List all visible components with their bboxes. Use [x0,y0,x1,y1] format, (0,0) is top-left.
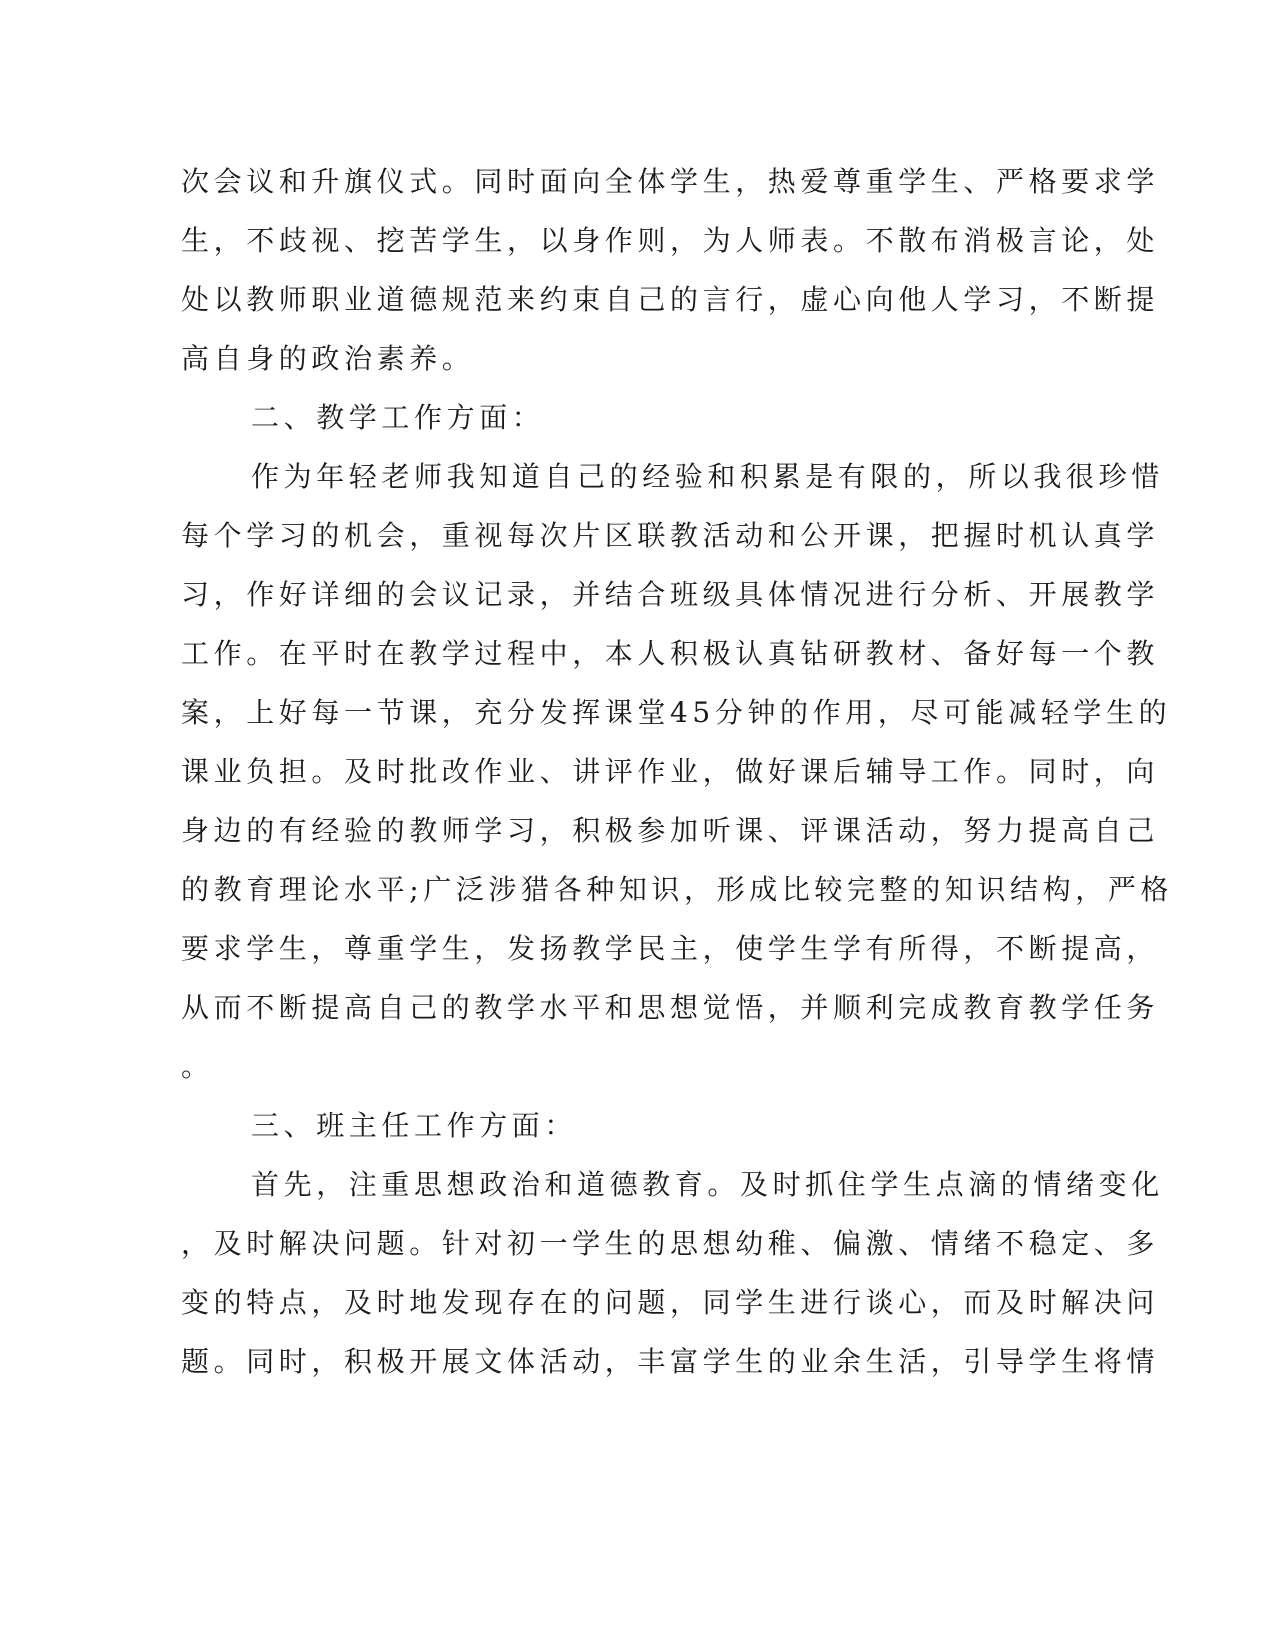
text-line: 从而不断提高自己的教学水平和思想觉悟，并顺利完成教育教学任务 [181,991,1160,1024]
text-line: 题。同时，积极开展文体活动，丰富学生的业余生活，引导学生将情 [181,1345,1160,1378]
section-heading: 三、班主任工作方面： [251,1109,578,1142]
text-line: ，及时解决问题。针对初一学生的思想幼稚、偏激、情绪不稳定、多 [181,1227,1160,1260]
text-line: 身边的有经验的教师学习，积极参加听课、评课活动，努力提高自己 [181,814,1160,847]
text-line: 处以教师职业道德规范来约束自己的言行，虚心向他人学习，不断提 [181,283,1160,316]
text-line: 课业负担。及时批改作业、讲评作业，做好课后辅导工作。同时，向 [181,755,1160,788]
text-line: 工作。在平时在教学过程中，本人积极认真钻研教材、备好每一个教 [181,637,1160,670]
text-line: 。 [181,1050,214,1083]
text-line: 的教育理论水平;广泛涉猎各种知识，形成比较完整的知识结构，严格 [181,873,1174,906]
text-line: 首先，注重思想政治和道德教育。及时抓住学生点滴的情绪变化 [251,1168,1164,1201]
text-line: 变的特点，及时地发现存在的问题，同学生进行谈心，而及时解决问 [181,1286,1160,1319]
text-line: 案，上好每一节课，充分发挥课堂45分钟的作用，尽可能减轻学生的 [181,696,1172,729]
text-line: 每个学习的机会，重视每次片区联教活动和公开课，把握时机认真学 [181,519,1160,552]
text-line: 作为年轻老师我知道自己的经验和积累是有限的，所以我很珍惜 [251,460,1164,493]
section-heading: 二、教学工作方面： [251,401,545,434]
text-line: 高自身的政治素养。 [181,342,475,375]
text-line: 次会议和升旗仪式。同时面向全体学生，热爱尊重学生、严格要求学 [181,165,1160,198]
text-line: 要求学生，尊重学生，发扬教学民主，使学生学有所得，不断提高， [181,932,1160,965]
text-line: 习，作好详细的会议记录，并结合班级具体情况进行分析、开展教学 [181,578,1160,611]
text-line: 生，不歧视、挖苦学生，以身作则，为人师表。不散布消极言论，处 [181,224,1160,257]
